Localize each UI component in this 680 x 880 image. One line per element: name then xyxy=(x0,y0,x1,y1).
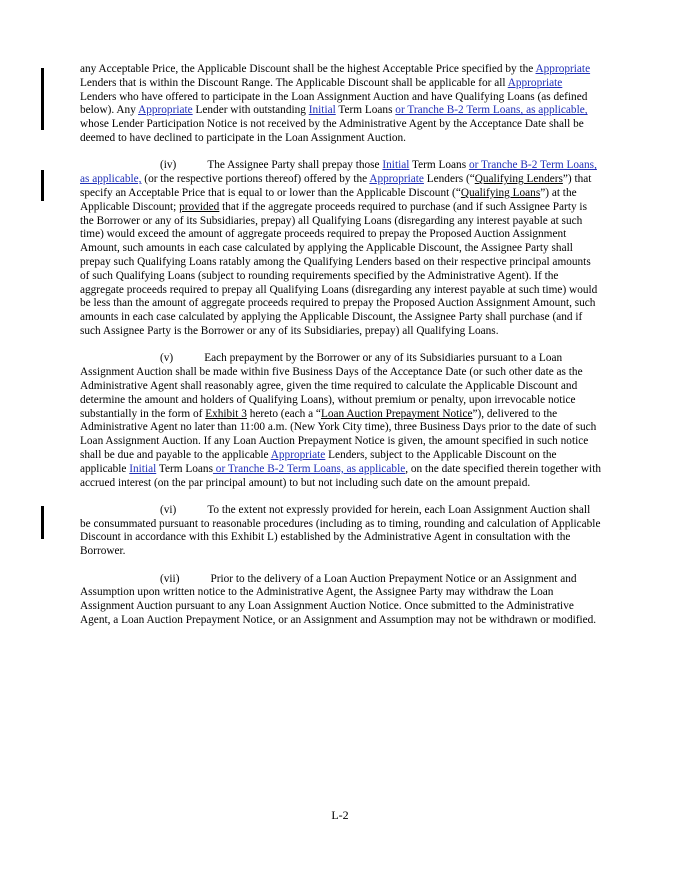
defined-term: Loan Auction Prepayment Notice xyxy=(320,407,473,420)
text-run: Prior to the delivery of a Loan Auction Prepayment Notice or an Assignment and Assumption upon written notice to the Administrative Agent, the Assignee Party may withdraw the Loan Assignment Auction pursuant to any Loan Assignment Auction Notice. Once submitted to the Administrative Agent, a Loan Auction Prepayment Notice, or an Assignment and Assumption may not be withdrawn or modified. xyxy=(80,572,597,627)
text-run: Lenders who have offered to participate in the Loan Assignment Auction and have Qualifying Loans (as defined below). Any xyxy=(80,90,588,117)
paragraph-vii xyxy=(80,573,601,628)
change-bar xyxy=(41,506,44,539)
inserted-text: or Tranche B-2 Term Loans, as applicable xyxy=(212,462,406,475)
inserted-text: Appropriate xyxy=(369,173,424,186)
defined-term: Qualifying Lenders xyxy=(474,173,563,186)
paragraph-vi xyxy=(80,504,601,559)
clause-number: (v) xyxy=(160,352,174,365)
paragraph-v xyxy=(80,352,601,490)
text-run: ”), delivered to the Administrative Agent no later than 11:00 a.m. (New York City time), three Business Days prior to the date of such Loan Assignment Auction. If any Loan Auction Prepayment Notice is given, the amount specified in such notice shall be due and payable to the applicable xyxy=(80,407,597,461)
text-run: To the extent not expressly provided for herein, each Loan Assignment Auction shall be consummated pursuant to reasonable procedures (including as to timing, rounding and calculation of Applicable Discount in accordance with this Exhibit L) established by the Administrative Agent in consultation with the Borrower. xyxy=(80,503,601,558)
inserted-text: Appropriate xyxy=(270,448,326,461)
text-run: Lenders that is within the Discount Range. The Applicable Discount shall be applicable for all xyxy=(80,76,508,89)
change-bar xyxy=(41,68,44,130)
text-run: (or the respective portions thereof) offered by the xyxy=(141,173,370,186)
inserted-text: or Tranche B-2 Term Loans, as applicable, xyxy=(395,104,588,117)
text-run: Term Loans xyxy=(335,104,396,117)
paragraph-iv xyxy=(80,159,601,338)
text-run: Lenders, subject to the Applicable Discount on the applicable xyxy=(80,448,557,475)
text-run: Lenders (“ xyxy=(423,173,475,186)
text-run: , on the date specified therein together with accrued interest (on the par principal amount) to but not including such date on the amount prepaid. xyxy=(80,462,601,489)
inserted-text: Initial xyxy=(308,104,336,117)
text-run: hereto (each a “ xyxy=(246,407,321,420)
inserted-text: Appropriate xyxy=(535,63,591,75)
exhibit-reference: Exhibit 3 xyxy=(205,407,247,420)
text-run: ”) that specify an Acceptable Price that is equal to or lower than the Applicable Discount (“ xyxy=(80,173,592,199)
page-number: L-2 xyxy=(331,808,349,822)
clause-number: (vii) xyxy=(160,572,180,585)
clause-number: (vi) xyxy=(160,503,177,516)
body-text xyxy=(80,63,601,641)
text-run: Lender with outstanding xyxy=(192,104,309,117)
defined-term: provided xyxy=(179,200,220,213)
text-run: Term Loans xyxy=(156,462,213,475)
inserted-text: Initial xyxy=(129,462,157,475)
text-run: Term Loans xyxy=(409,159,469,172)
text-run: that if the aggregate proceeds required to purchase (and if such Assignee Party is the Borrower or any of its Subsidiaries, prepay) all Qualifying Loans (disregarding any interest payable at such time) would exceed the amount of aggregate proceeds required to prepay the Proposed Auction Assignment Amount, such amounts in each case calculated by applying the Applicable Discount, the Assignee Party shall prepay such Qualifying Loans ratably among the Qualifying Lenders based on their respective principal amounts of such Qualifying Loans (subject to rounding requirements specified by the Administrative Agent). If the aggregate proceeds required to prepay all Qualifying Loans (disregarding any interest payable at such time) would be less than the amount of aggregate proceeds required to prepay the Proposed Auction Assignment Amount, such amounts in each case calculated by applying the Applicable Discount, the Assignee Party shall purchase (and if such Assignee Party is the Borrower or any of its Subsidiaries, prepay) all Qualifying Loans. xyxy=(80,200,598,337)
change-bar xyxy=(41,170,44,201)
defined-term: Qualifying Loans xyxy=(460,186,541,199)
inserted-text: Appropriate xyxy=(507,76,563,89)
inserted-text: Appropriate xyxy=(138,104,193,117)
text-run: any Acceptable Price, the Applicable Discount shall be the highest Acceptable Price specified by the xyxy=(80,63,536,75)
inserted-text: Initial xyxy=(382,159,410,172)
inserted-text: or Tranche B-2 Term Loans, as applicable, xyxy=(80,159,597,186)
paragraph-continuation xyxy=(80,63,601,146)
text-run: whose Lender Participation Notice is not received by the Administrative Agent by the Acceptance Date shall be deemed to have declined to participate in the Loan Assignment Auction. xyxy=(80,118,584,144)
text-run: The Assignee Party shall prepay those xyxy=(207,159,383,172)
text-run: ”) at the Applicable Discount; xyxy=(80,186,577,213)
text-run: Each prepayment by the Borrower or any of its Subsidiaries pursuant to a Loan Assignment Auction shall be made within five Business Days of the Acceptance Date (or such other date as the Administrative Agent shall reasonably agree, given the time required to calculate the Applicable Discount and determine the amount and holders of Qualifying Loans), without premium or penalty, upon irrevocable notice substantially in the form of xyxy=(80,352,583,420)
clause-number: (iv) xyxy=(160,159,177,172)
